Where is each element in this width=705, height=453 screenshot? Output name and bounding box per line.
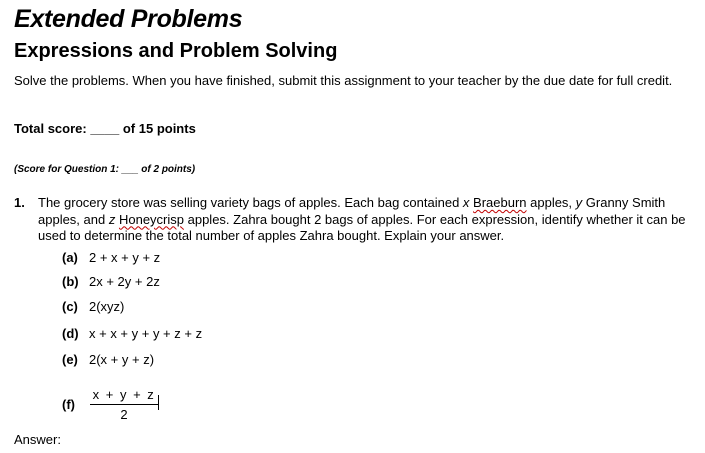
part-b [62, 273, 160, 291]
question-text-part: Granny Smith apples, and [38, 195, 666, 227]
question-text-part: The grocery store was selling variety bags of apples. Each bag contained [38, 195, 463, 210]
document-subtitle: Expressions and Problem Solving [14, 40, 338, 62]
fraction-numerator: x + y + z [92, 387, 156, 402]
part-expression: 2 + x + y + z [89, 250, 161, 265]
question-score: (Score for Question 1: ___ of 2 points) [14, 164, 196, 175]
part-label: (d) [62, 326, 79, 341]
part-a [62, 249, 160, 267]
fraction-denominator: 2 [120, 407, 128, 422]
total-score: Total score: ____ of 15 points [14, 121, 196, 136]
instructions-text: Solve the problems. When you have finished, submit this assignment to your teacher by the due date for full credit. [14, 73, 673, 88]
spellcheck-word-honeycrisp[interactable]: Honeycrisp [118, 211, 184, 227]
part-label: (a) [62, 250, 78, 265]
fraction-bar [90, 404, 158, 405]
part-expression: x + x + y + y + z + z [89, 326, 203, 341]
part-expression: 2x + 2y + 2z [89, 274, 160, 289]
part-f-label: (f) [62, 397, 75, 412]
question-text[interactable] [38, 195, 698, 245]
text-cursor [158, 395, 159, 410]
variable-y: y [575, 195, 583, 210]
question-number: 1. [14, 195, 25, 210]
part-label: (b) [62, 274, 79, 289]
part-label: (e) [62, 352, 78, 367]
document-title: Extended Problems [14, 5, 243, 33]
part-d [62, 325, 202, 343]
part-e [62, 351, 154, 369]
variable-x: x [462, 195, 470, 210]
part-expression: 2(x + y + z) [89, 352, 155, 367]
question-text-part: apples. Zahra bought 2 bags of apples. For each expression, identify whether it can be used to determine the total number of apples Zahra bought. Explain your answer. [38, 211, 686, 243]
part-expression: 2(xyz) [89, 299, 125, 314]
spellcheck-word-braeburn[interactable]: Braeburn [473, 195, 527, 210]
part-c [62, 298, 124, 316]
answer-label[interactable]: Answer: [14, 432, 61, 447]
part-f-fraction[interactable] [90, 387, 158, 423]
part-label: (c) [62, 299, 78, 314]
question-text-part: apples, [526, 195, 576, 210]
variable-z: z [108, 211, 116, 227]
